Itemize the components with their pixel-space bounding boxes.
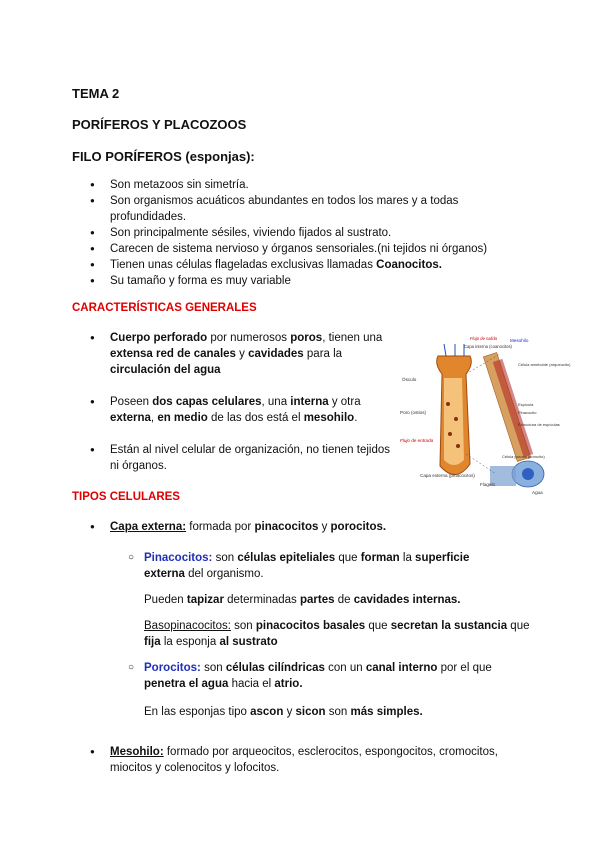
label-celula: Célula ameboide (arqueocito) xyxy=(518,362,571,367)
list-item: ● Su tamaño y forma es muy variable xyxy=(90,273,490,289)
intro-list xyxy=(90,177,490,289)
section-heading-tipos: TIPOS CELULARES xyxy=(72,491,180,503)
pinacocitos-item: ○ Pinacocitos: son células epiteliales que forman la superficie externa del organismo. xyxy=(128,552,470,580)
label-flujo: Flujo de entrada xyxy=(400,438,434,443)
list-item: ● Son metazoos sin simetría. xyxy=(90,177,490,193)
list-item: ● Carecen de sistema nervioso y órganos sensoriales.(ni tejidos ni órganos) xyxy=(90,241,490,257)
label-estructura: Estructura de espículas xyxy=(518,422,560,427)
label-espicula: Espícula xyxy=(518,402,534,407)
list-item: ● Poseen dos capas celulares, una interna y otra externa, en medio de las dos está el mesohilo. xyxy=(90,394,400,426)
list-item: ● Cuerpo perforado por numerosos poros, tienen una extensa red de canales y cavidades para la circulación del agua xyxy=(90,330,400,378)
sponge-diagram xyxy=(400,334,571,496)
list-item: ● Tienen unas células flageladas exclusivas llamadas Coanocitos. xyxy=(90,257,490,273)
list-item: ● Son organismos acuáticos abundantes en todos los mares y a todas profundidades. xyxy=(90,193,490,225)
label-pinacocito: Pinacocito xyxy=(518,410,537,415)
label-osculo: Ósculo xyxy=(402,377,417,382)
label-flujo-salida: Flujo de salida xyxy=(470,336,498,341)
label-capa-ext: Capa externa (pinacocitos) xyxy=(420,473,475,478)
capa-externa-item: ● Capa externa: formada por pinacocitos y porocitos. xyxy=(90,521,387,533)
label-poro: Poro (ostios) xyxy=(400,410,427,415)
caracteristicas-list xyxy=(90,330,400,474)
section-heading-caracteristicas: CARACTERÍSTICAS GENERALES xyxy=(72,302,257,314)
filo-heading: FILO PORÍFEROS (esponjas): xyxy=(72,149,255,164)
basopinacocitos-detail: Basopinacocitos: son pinacocitos basales que secretan la sustancia que fija la esponja al sustrato xyxy=(144,620,530,648)
label-celula-porosa: Célula porosa (porocito) xyxy=(502,454,545,459)
porocitos-detail: En las esponjas tipo ascon y sicon son más simples. xyxy=(144,706,423,718)
label-capa-int: Capa interna (coanocitos) xyxy=(464,344,512,349)
tema-label: TEMA 2 xyxy=(72,86,120,101)
list-item: ● Están al nivel celular de organización, no tienen tejidos ni órganos. xyxy=(90,442,400,474)
pinacocitos-detail: Pueden tapizar determinadas partes de cavidades internas. xyxy=(144,594,461,606)
list-item: ● Son principalmente sésiles, viviendo fijados al sustrato. xyxy=(90,225,490,241)
porocitos-item: ○ Porocitos: son células cilíndricas con un canal interno por el que penetra el agua hacia el atrio. xyxy=(128,662,492,690)
label-flagelo: Flagelo xyxy=(480,482,496,487)
page-title: PORÍFEROS Y PLACOZOOS xyxy=(72,117,247,132)
label-mesohilo: Mesohilo xyxy=(510,338,529,343)
mesohilo-item: ● Mesohilo: formado por arqueocitos, esclerocitos, espongocitos, cromocitos, miocitos y colenocitos y lofocitos. xyxy=(90,746,498,774)
label-agua: Agua xyxy=(532,490,543,495)
